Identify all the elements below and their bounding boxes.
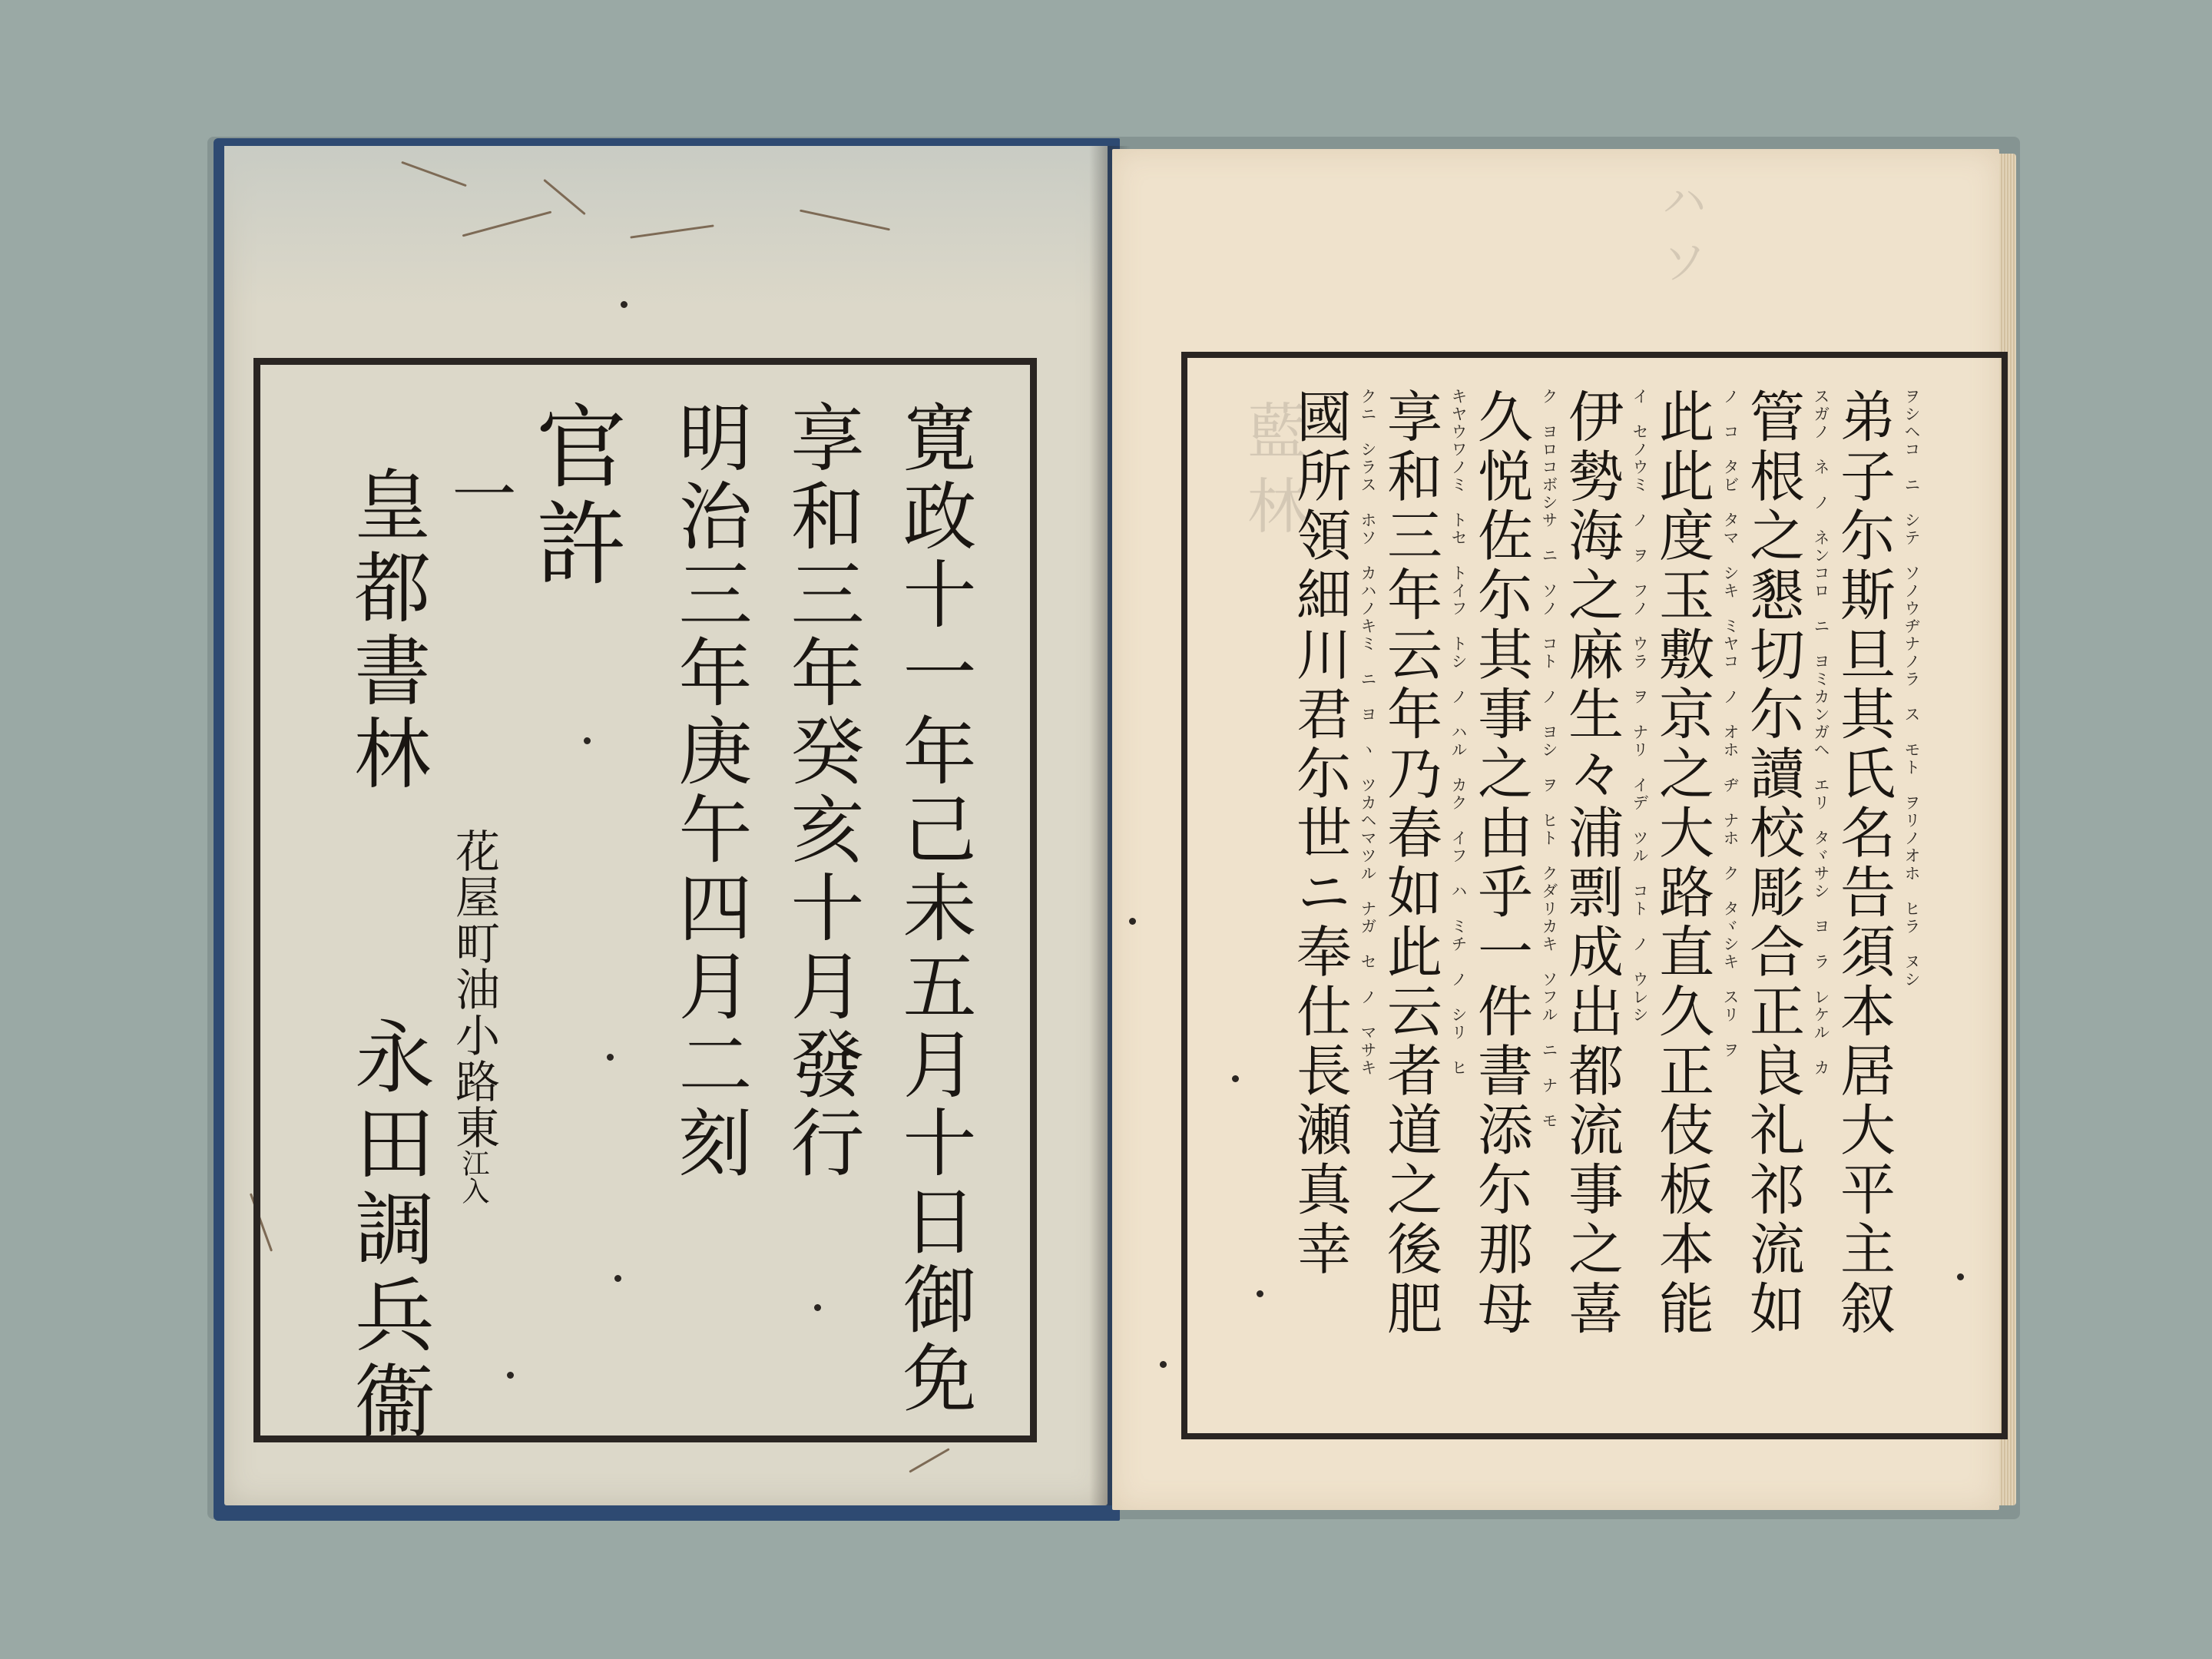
date-line-1: 寛政十一年己未五月十日御免 (891, 399, 977, 1418)
furigana-column-3: ノ コ タビ タマ シキ ミヤコ ノ オホ ヂ ナホ ク タヾシキ スリ ヲ (1721, 388, 1740, 1059)
preface-column-1: 弟子尓斯旦其氏名告須本居大平主叙 (1831, 388, 1896, 1339)
furigana-column-7: クニ シラス ホソ カハノキミ ニ ヨ ヽ ツカヘマツル ナガ セ ノ マサキ (1359, 388, 1377, 1077)
preface-column-7: 國所領細川君尓世ニ奉仕長瀬真幸 (1287, 388, 1352, 1280)
preface-column-6: 享和三年云年乃春如此云者道之後肥 (1378, 388, 1442, 1339)
worm-hole (584, 737, 591, 744)
publisher-address: 花屋町油小路東 (448, 828, 500, 1151)
preface-column-2: 管根之懇切尓讀校彫合正良礼祁流如 (1740, 388, 1805, 1339)
worm-hole (614, 1275, 621, 1282)
worm-hole (1160, 1361, 1167, 1368)
worm-hole (1957, 1273, 1964, 1280)
preface-column-3: 此此度玉敷京之大路直久正伎板本能 (1650, 388, 1714, 1339)
worm-hole (1129, 918, 1136, 925)
publisher-guild: 皇都書林 (341, 465, 431, 796)
publisher-name: 永田調兵衞 (341, 1015, 435, 1445)
furigana-column-6: キヤウワノミ トセ トイフ トシ ノ ハル カク イフ ハ ミチ ノ シリ ヒ (1449, 388, 1468, 1077)
furigana-column-5: ク ヨロコボシサ ニ ソノ コト ノ ヨシ ヲ ヒト クダリカキ ソフル ニ ナ モ (1540, 388, 1558, 1130)
furigana-column-4: イ セノウミ ノ ヲ フノ ウラ ヲ ナリ イデ ツル コト ノ ウレシ (1631, 388, 1649, 1024)
furigana-column-2: スガノ ネ ノ ネンコロ ニ ヨミカンガヘ エリ タヾサシ ヨ ラ レケル カ (1812, 388, 1830, 1077)
publisher-address-note: 江入 (458, 1149, 489, 1204)
worm-hole (507, 1372, 514, 1379)
approval-mark: 官許 (521, 399, 627, 593)
worm-hole (607, 1054, 614, 1061)
publisher-dash: 一 (442, 461, 517, 525)
worm-hole (1232, 1075, 1239, 1082)
show-through-text: ハソ (1654, 177, 1707, 300)
furigana-column-1: ヲシヘコ ニ シテ ソノウヂナノラ ス モト ヲリノオホ ヒラ ヌシ (1902, 388, 1921, 988)
date-line-2: 享和三年癸亥十月發行 (779, 399, 865, 1183)
preface-column-5: 久悦佐尓其事之由乎一件書添尓那母 (1469, 388, 1533, 1339)
preface-column-4: 伊勢海之麻生々浦剽成出都流事之喜 (1559, 388, 1624, 1339)
worm-hole (1257, 1290, 1263, 1297)
date-line-3: 明治三年庚午四月二刻 (667, 399, 753, 1183)
show-through-text: 藍林 (1237, 399, 1306, 550)
worm-hole (621, 301, 628, 308)
worm-hole (814, 1304, 821, 1311)
water-stain (224, 146, 1108, 307)
